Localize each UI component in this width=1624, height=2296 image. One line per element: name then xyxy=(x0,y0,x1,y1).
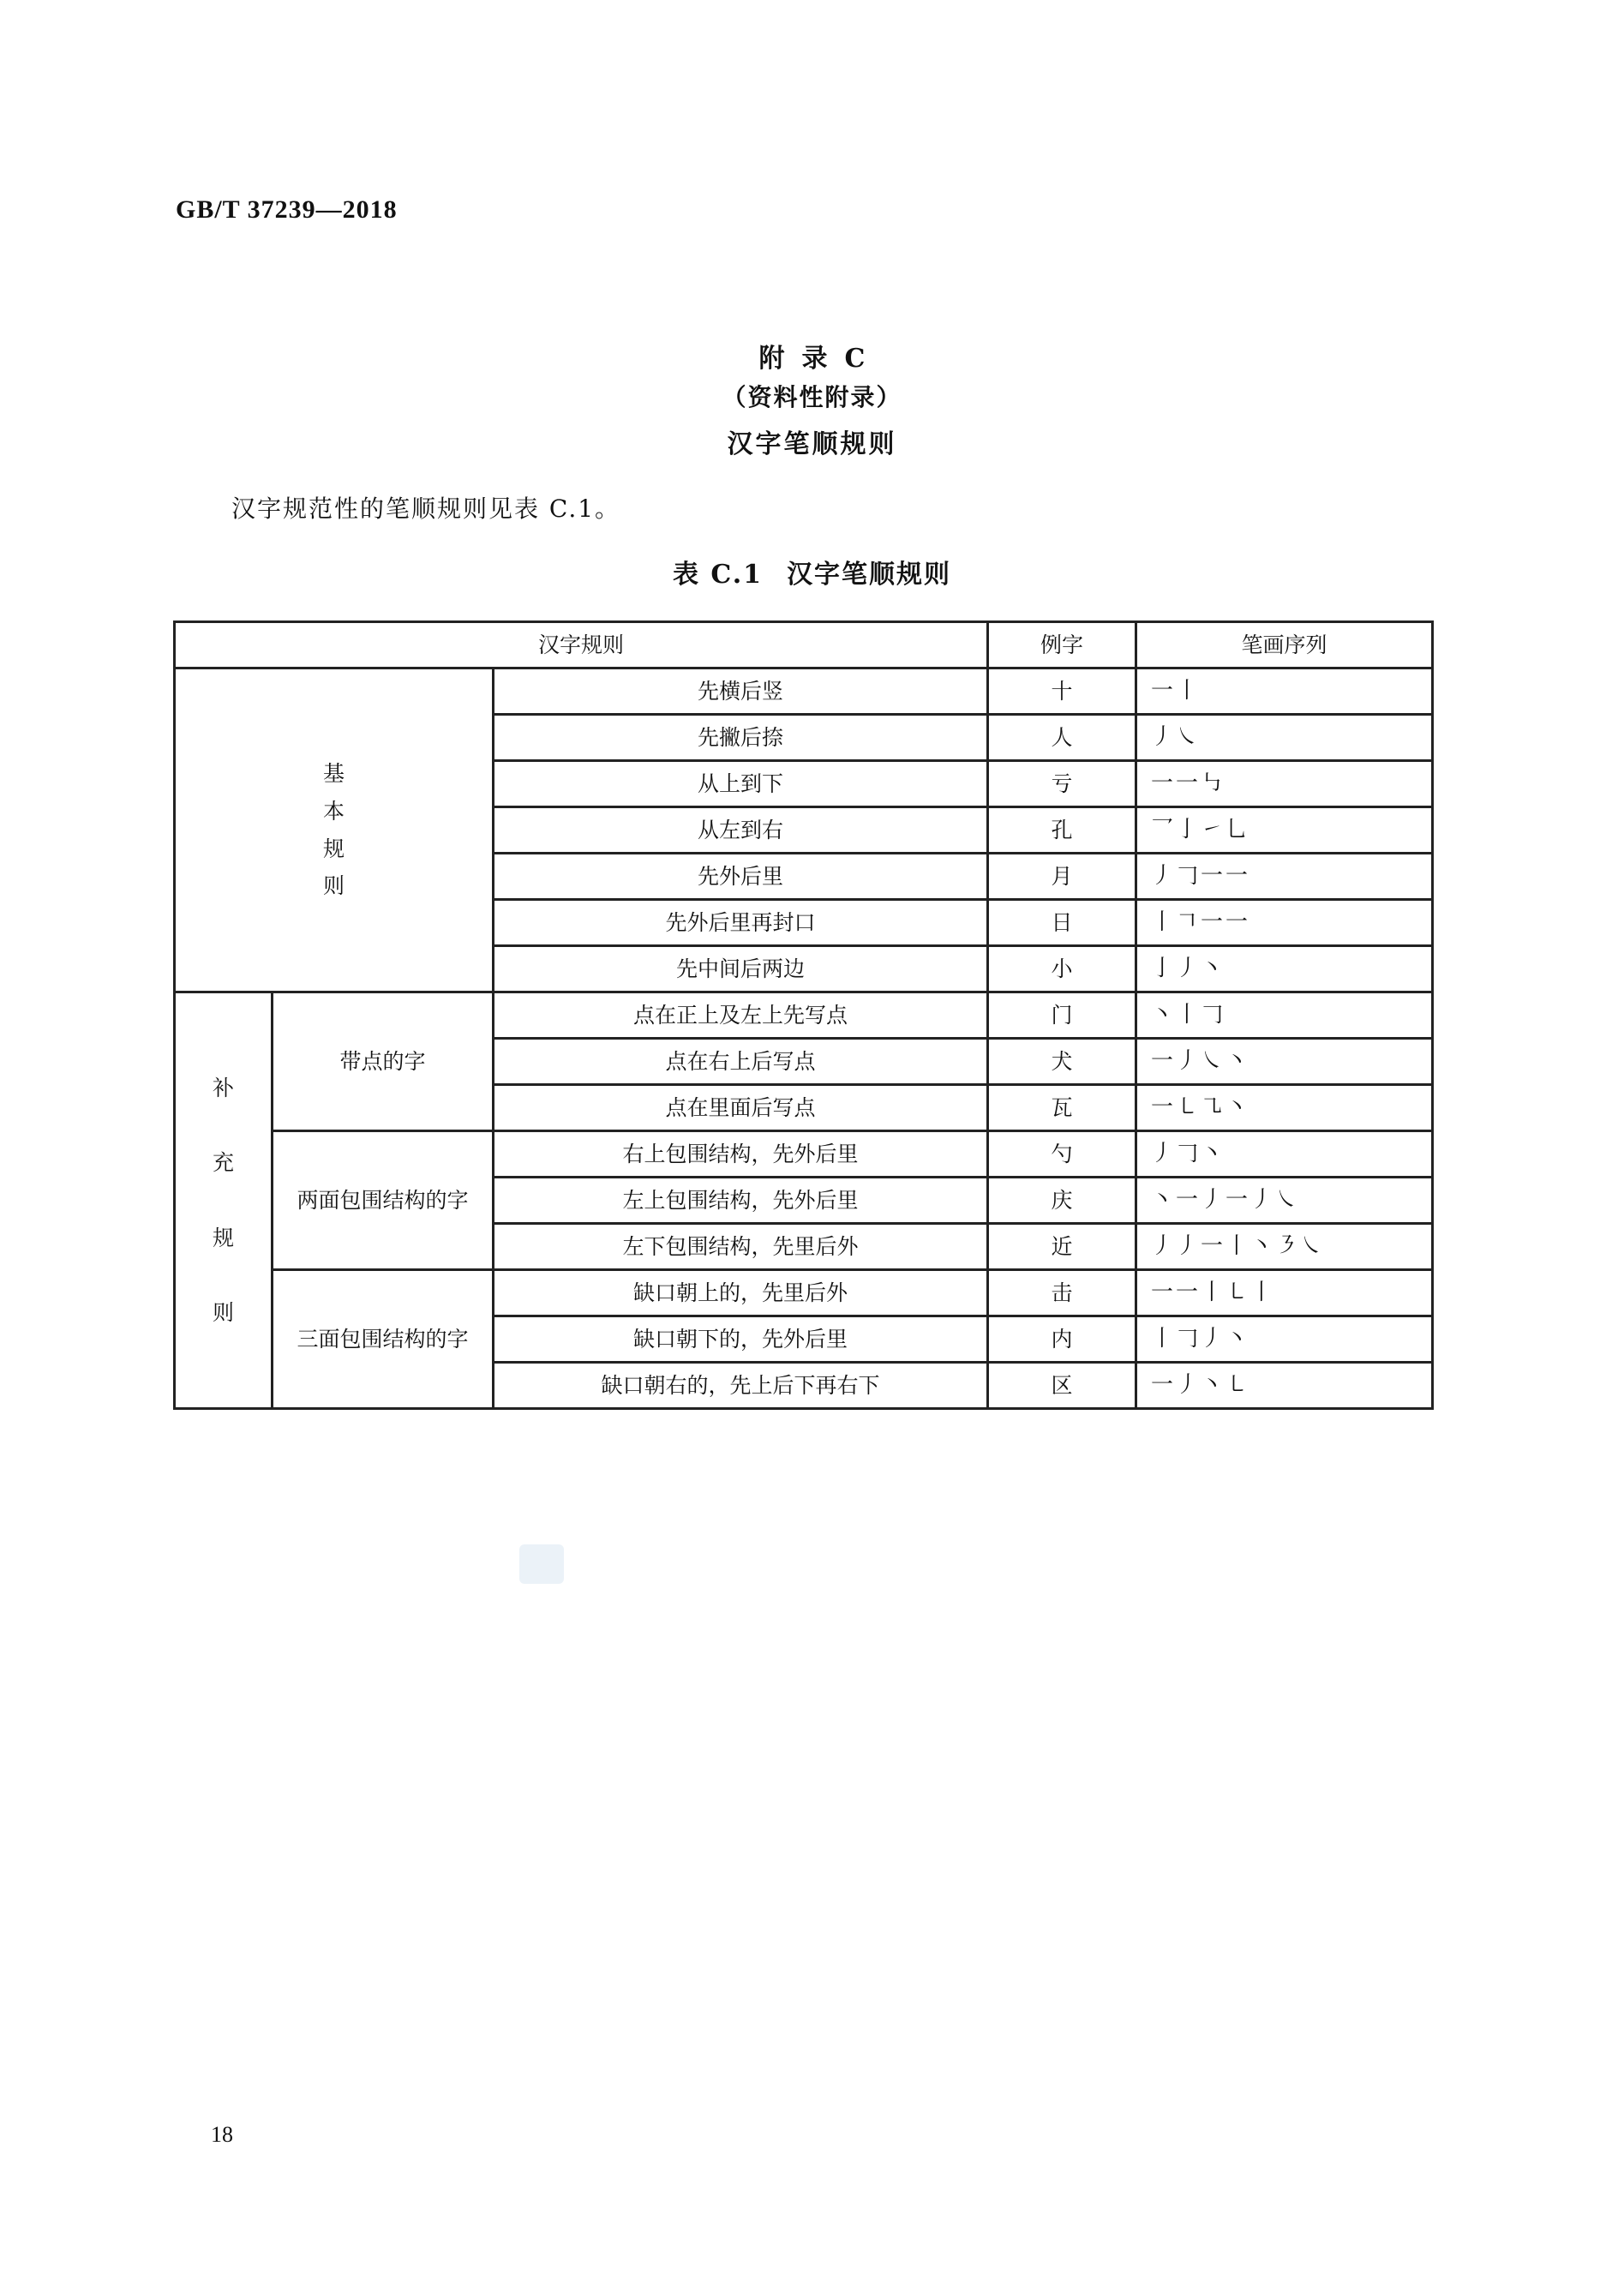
header-strokes: 笔画序列 xyxy=(1136,622,1433,668)
strokes-cell: 一丿丶㇄ xyxy=(1136,1363,1433,1409)
rule-cell: 先外后里再封口 xyxy=(494,900,988,946)
rule-cell: 从左到右 xyxy=(494,807,988,854)
rule-cell: 先中间后两边 xyxy=(494,946,988,992)
example-cell: 孔 xyxy=(988,807,1136,854)
rule-cell: 点在正上及左上先写点 xyxy=(494,992,988,1039)
supplement-rules-label: 补充规则 xyxy=(175,992,273,1409)
subgroup-label: 带点的字 xyxy=(273,992,494,1131)
example-cell: 日 xyxy=(988,900,1136,946)
watermark-logo xyxy=(519,1544,564,1584)
rule-cell: 点在右上后写点 xyxy=(494,1039,988,1085)
strokes-cell: 丶一丿一丿㇏ xyxy=(1136,1178,1433,1224)
strokes-cell: 丨𠃌丿丶 xyxy=(1136,1316,1433,1363)
stroke-order-table xyxy=(173,620,1434,1410)
table-row xyxy=(175,668,1433,715)
table-row xyxy=(175,1131,1433,1178)
subgroup-label: 两面包围结构的字 xyxy=(273,1131,494,1270)
strokes-cell: 一㇄㇈丶 xyxy=(1136,1085,1433,1131)
header-rule: 汉字规则 xyxy=(175,622,988,668)
example-cell: 十 xyxy=(988,668,1136,715)
example-cell: 亏 xyxy=(988,761,1136,807)
example-cell: 区 xyxy=(988,1363,1136,1409)
rule-cell: 缺口朝右的，先上后下再右下 xyxy=(494,1363,988,1409)
example-cell: 小 xyxy=(988,946,1136,992)
strokes-cell: 丶丨𠃌 xyxy=(1136,992,1433,1039)
basic-rules-label: 基本规则 xyxy=(175,668,494,992)
appendix-name: 汉字笔顺规则 xyxy=(727,429,897,459)
example-cell: 月 xyxy=(988,854,1136,900)
header-example: 例字 xyxy=(988,622,1136,668)
strokes-cell: 丿𠃌丶 xyxy=(1136,1131,1433,1178)
strokes-cell: 丨𠃍一一 xyxy=(1136,900,1433,946)
rule-cell: 从上到下 xyxy=(494,761,988,807)
rule-cell: 先撇后捺 xyxy=(494,715,988,761)
appendix-type: （资料性附录） xyxy=(722,383,902,411)
example-cell: 人 xyxy=(988,715,1136,761)
strokes-cell: 一一㇉ xyxy=(1136,761,1433,807)
rule-cell: 点在里面后写点 xyxy=(494,1085,988,1131)
rule-cell: 左下包围结构，先里后外 xyxy=(494,1224,988,1270)
strokes-cell: 一一丨㇄丨 xyxy=(1136,1270,1433,1316)
rule-cell: 先外后里 xyxy=(494,854,988,900)
table-caption-number: 表 C.1 xyxy=(672,560,764,590)
example-cell: 门 xyxy=(988,992,1136,1039)
table-caption-title: 汉字笔顺规则 xyxy=(787,560,952,590)
example-cell: 瓦 xyxy=(988,1085,1136,1131)
strokes-cell: 一丿㇏丶 xyxy=(1136,1039,1433,1085)
table-row xyxy=(175,1270,1433,1316)
strokes-cell: 亅丿丶 xyxy=(1136,946,1433,992)
strokes-cell: 乛亅㇀乚 xyxy=(1136,807,1433,854)
rule-cell: 右上包围结构，先外后里 xyxy=(494,1131,988,1178)
page-number: 18 xyxy=(211,2122,233,2147)
strokes-cell: 丿𠃌一一 xyxy=(1136,854,1433,900)
appendix-title: 附录C xyxy=(758,344,883,374)
example-cell: 庆 xyxy=(988,1178,1136,1224)
strokes-cell: 丿㇏ xyxy=(1136,715,1433,761)
subgroup-label: 三面包围结构的字 xyxy=(273,1270,494,1409)
table-row xyxy=(175,992,1433,1039)
rule-cell: 缺口朝下的，先外后里 xyxy=(494,1316,988,1363)
rule-cell: 缺口朝上的，先里后外 xyxy=(494,1270,988,1316)
example-cell: 近 xyxy=(988,1224,1136,1270)
table-header-row xyxy=(175,622,1433,668)
example-cell: 犬 xyxy=(988,1039,1136,1085)
example-cell: 击 xyxy=(988,1270,1136,1316)
standard-code: GB/T 37239—2018 xyxy=(176,195,398,224)
example-cell: 内 xyxy=(988,1316,1136,1363)
rule-cell: 左上包围结构，先外后里 xyxy=(494,1178,988,1224)
example-cell: 勺 xyxy=(988,1131,1136,1178)
table-caption xyxy=(0,553,1624,590)
intro-text: 汉字规范性的笔顺规则见表 C.1。 xyxy=(231,495,621,523)
strokes-cell: 丿丿一丨丶㇋㇏ xyxy=(1136,1224,1433,1270)
rule-cell: 先横后竖 xyxy=(494,668,988,715)
strokes-cell: 一丨 xyxy=(1136,668,1433,715)
